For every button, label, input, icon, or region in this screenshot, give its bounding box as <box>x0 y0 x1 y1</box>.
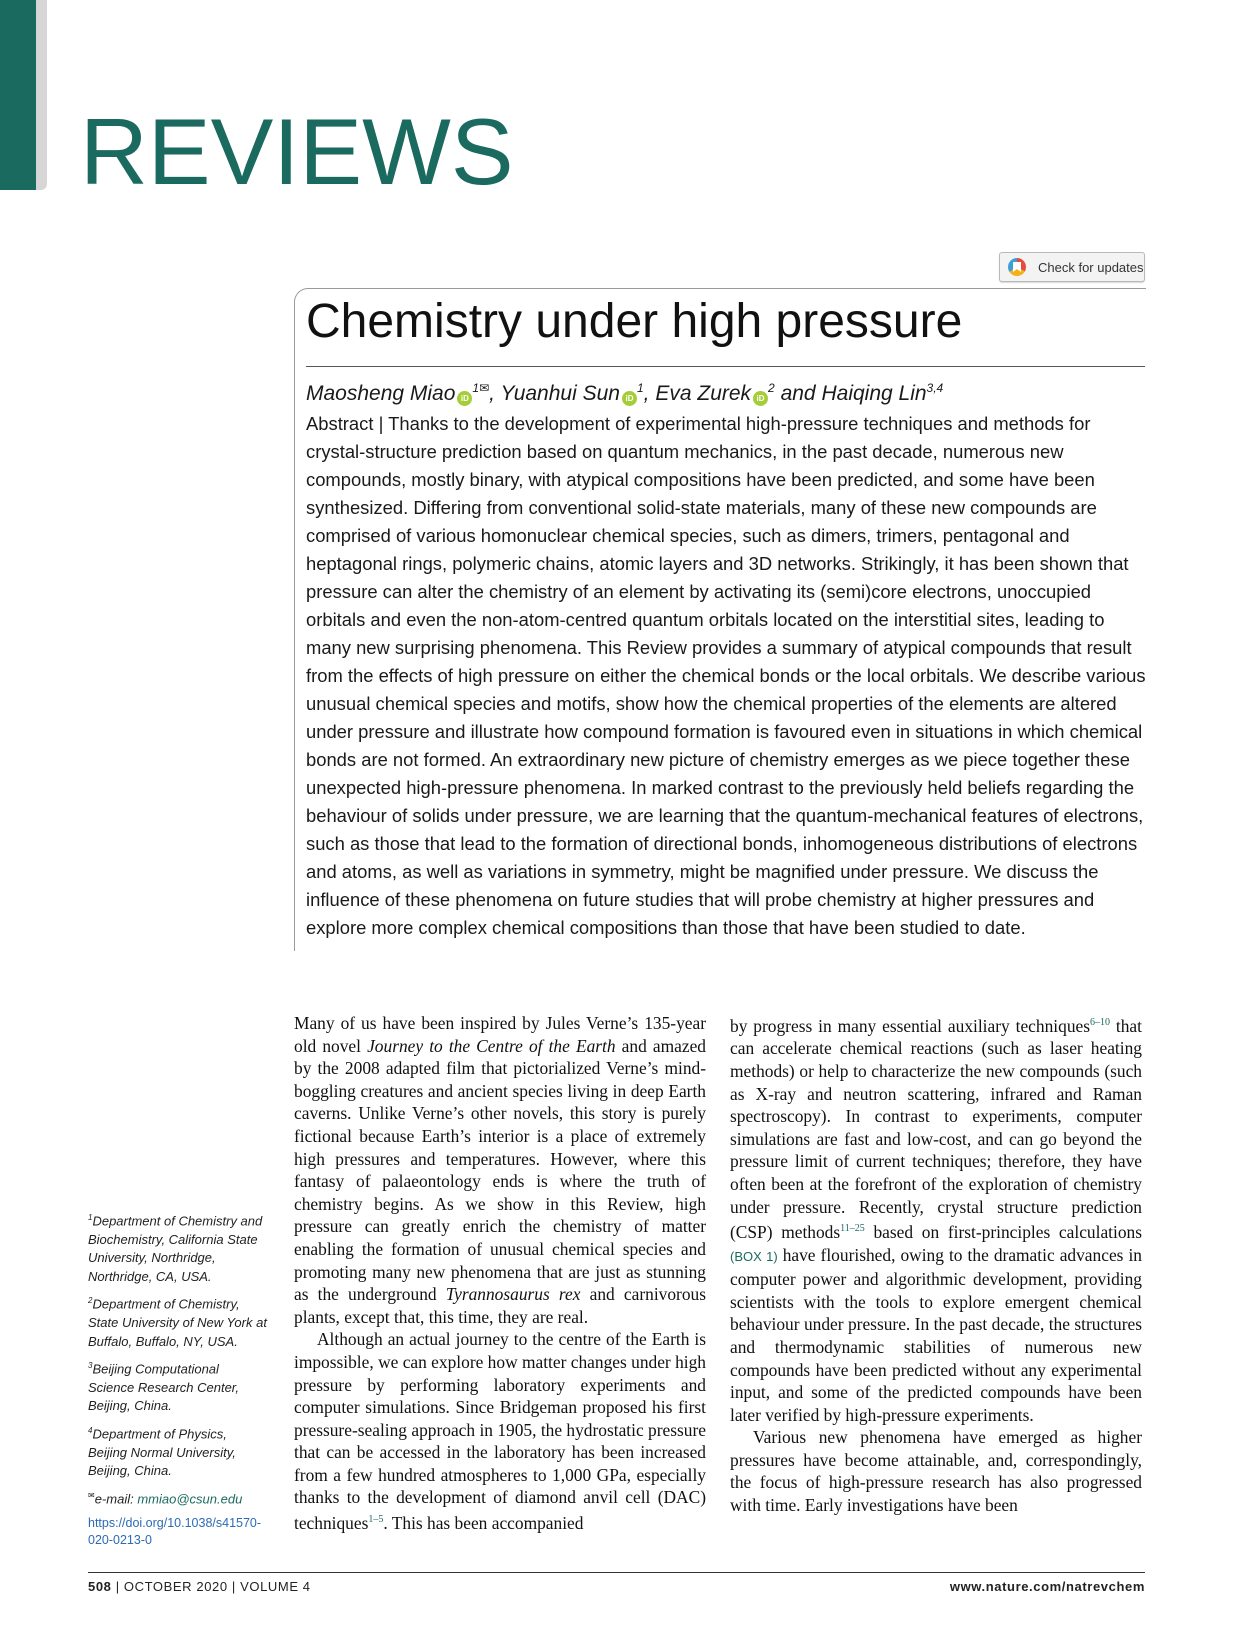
doi-link[interactable]: https://doi.org/10.1038/s41570-020-0213-0 <box>88 1515 262 1547</box>
section-tab-grey <box>36 0 47 190</box>
body-paragraph: Although an actual journey to the centre of the Earth is impossible, we can explore how matter changes under high pressure by performing laboratory experiments and computer simulations. Since Bridgeman proposed his first pressure-sealing approach in 1905, the hydrostatic pressure that can be accessed in the laboratory has been increased from a few hundred atmospheres to 1,000 GPa, especially thanks to the development of diamond anvil cell (DAC) techniques$^{1-5}$. This has been accompanied <box>294 1329 706 1533</box>
author-name[interactable]: Eva Zurek <box>655 382 752 405</box>
footer-info: 508 | OCTOBER 2020 | VOLUME 4 <box>88 1579 311 1594</box>
section-heading: REVIEWS <box>80 99 514 204</box>
citation-link[interactable]: 6–10 <box>1090 1017 1110 1028</box>
journal-url[interactable]: www.nature.com/natrevchem <box>949 1579 1145 1594</box>
affiliation-item: $^4$Department of Physics, Beijing Normal University, Beijing, China. <box>88 1425 236 1479</box>
title-divider <box>306 366 1145 367</box>
email-line: ✉e-mail: mmiao@csun.edu <box>88 1490 243 1507</box>
abstract-label: Abstract | <box>306 413 384 434</box>
author-affiliation-sup: 1 <box>636 381 644 395</box>
affiliation-item: $^3$Beijing Computational Science Research Center, Beijing, China. <box>88 1361 240 1414</box>
footer-divider <box>88 1572 1145 1573</box>
body-column-left <box>294 1012 706 1534</box>
author-affiliation-sup: 1✉ <box>472 381 490 395</box>
affiliations <box>88 1209 268 1549</box>
orcid-icon[interactable]: iD <box>457 391 472 406</box>
body-paragraph: Many of us have been inspired by Jules Verne’s 135-year old novel Journey to the Centre of the Earth and amazed by the 2008 adapted film that pictorialized Verne’s mind-boggling creatures and ancient species living in deep Earth caverns. Unlike Verne’s other novels, this story is purely fictional because Earth’s interior is a place of extremely high pressures and temperatures. However, where this fantasy of palaeontology ends is where the truth of chemistry begins. As we show in this Review, high pressure can greatly enrich the chemistry of matter enabling the formation of unusual chemical species and promoting many new phenomena that are just as stunning as the underground Tyrannosaurus rex and carnivorous plants, except that, this time, they are real. <box>294 1013 706 1327</box>
check-for-updates-button[interactable] <box>999 252 1145 282</box>
envelope-icon: ✉ <box>88 1490 95 1500</box>
affiliation-item: $^2$Department of Chemistry, State University of New York at Buffalo, Buffalo, NY, USA. <box>88 1296 267 1349</box>
citation-link[interactable]: 1–5 <box>368 1514 384 1526</box>
author-affiliation-sup: 3,4 <box>926 381 944 395</box>
abstract-text: Thanks to the development of experimental high-pressure techniques and methods for crystal-structure prediction based on quantum mechanics, in the past decade, numerous new compounds, mostly binary, with atypical compositions have been predicted, and some have been synthesized. Differing from conventional solid-state materials, many of these new compounds are comprised of various homonuclear chemical species, such as dimers, trimers, pentagonal and heptagonal rings, polymeric chains, atomic layers and 3D networks. Strikingly, it has been shown that pressure can alter the chemistry of an element by activating its (semi)core electrons, unoccupied orbitals and even the non-atom-centred quantum orbitals located on the interstitial sites, leading to many new surprising phenomena. This Review provides a summary of atypical compounds that result from the effects of high pressure on either the chemical bonds or the local orbitals. We describe various unusual chemical species and motifs, show how the chemical properties of the elements are altered under pressure and illustrate how compound formation is favoured even in situations in which chemical bonds are not formed. An extraordinary new picture of chemistry emerges as we piece together these unexpected high-pressure phenomena. In marked contrast to the previously held beliefs regarding the behaviour of solids under pressure, we are learning that the quantum-mechanical features of electrons, such as those that lead to the formation of directional bonds, inhomogeneous distributions of electrons and atoms, as well as variations in symmetry, might be magnified under pressure. We discuss the influence of these phenomena on future studies that will probe chemistry at higher pressures and explore more complex chemical compositions than those that have been studied to date. <box>306 413 1146 938</box>
abstract <box>306 410 1146 942</box>
box-reference-link[interactable]: (BOX 1) <box>730 1248 778 1264</box>
body-paragraph: Various new phenomena have emerged as higher pressures have become attainable, and, correspondingly, the focus of high-pressure research has also progressed with time. Early investigations have been <box>730 1427 1142 1516</box>
author-name[interactable]: Haiqing Lin <box>821 382 927 405</box>
author-affiliation-sup: 2 <box>768 381 775 395</box>
citation-link[interactable]: 11–25 <box>840 1223 865 1235</box>
affiliation-item: $^1$Department of Chemistry and Biochemistry, California State University, Northridge, Northridge, CA, USA. <box>88 1213 263 1284</box>
check-for-updates-label: Check for updates <box>1038 259 1144 275</box>
author-name[interactable]: Maosheng Miao <box>306 382 456 405</box>
body-paragraph: by progress in many essential auxiliary techniques$^{6-10}$ that can accelerate chemical reactions (such as laser heating methods) or help to characterize the new compounds (such as X-ray and neutron scattering, infrared and Raman spectroscopy). In contrast to experiments, computer simulations are fast and low-cost, and can go beyond the pressure limit of current techniques; therefore, they have often been at the forefront of the exploration of chemistry under pressure. Recently, crystal structure prediction (CSP) methods$^{11-25}$ based on first-principles calculations (BOX 1) have flourished, owing to the dramatic advances in computer power and algorithmic development, providing scientists with the tools to explore emergent chemical behaviour under pressure. In the past decade, the structures and thermodynamic stabilities of numerous new compounds have been predicted without any experimental input, and some of the predicted compounds have been later verified by high-pressure experiments. <box>730 1015 1142 1425</box>
orcid-icon[interactable]: iD <box>753 391 768 406</box>
author-name[interactable]: Yuanhui Sun <box>500 382 620 405</box>
email-link[interactable]: mmiao@csun.edu <box>137 1491 243 1507</box>
page-number: 508 <box>88 1579 112 1594</box>
issue-info: OCTOBER 2020 | VOLUME 4 <box>123 1579 311 1594</box>
orcid-icon[interactable]: iD <box>622 391 637 406</box>
article-title: Chemistry under high pressure <box>306 295 963 348</box>
section-tab-teal <box>0 0 36 190</box>
body-column-right <box>730 1012 1142 1517</box>
author-list: Maosheng Miao $iD^{1✉}$, Yuanhui Sun $iD^1$, Eva Zurek $iD^2$ and Haiqing Lin$^{3,4}$ <box>306 381 944 405</box>
crossmark-icon <box>1008 258 1026 276</box>
